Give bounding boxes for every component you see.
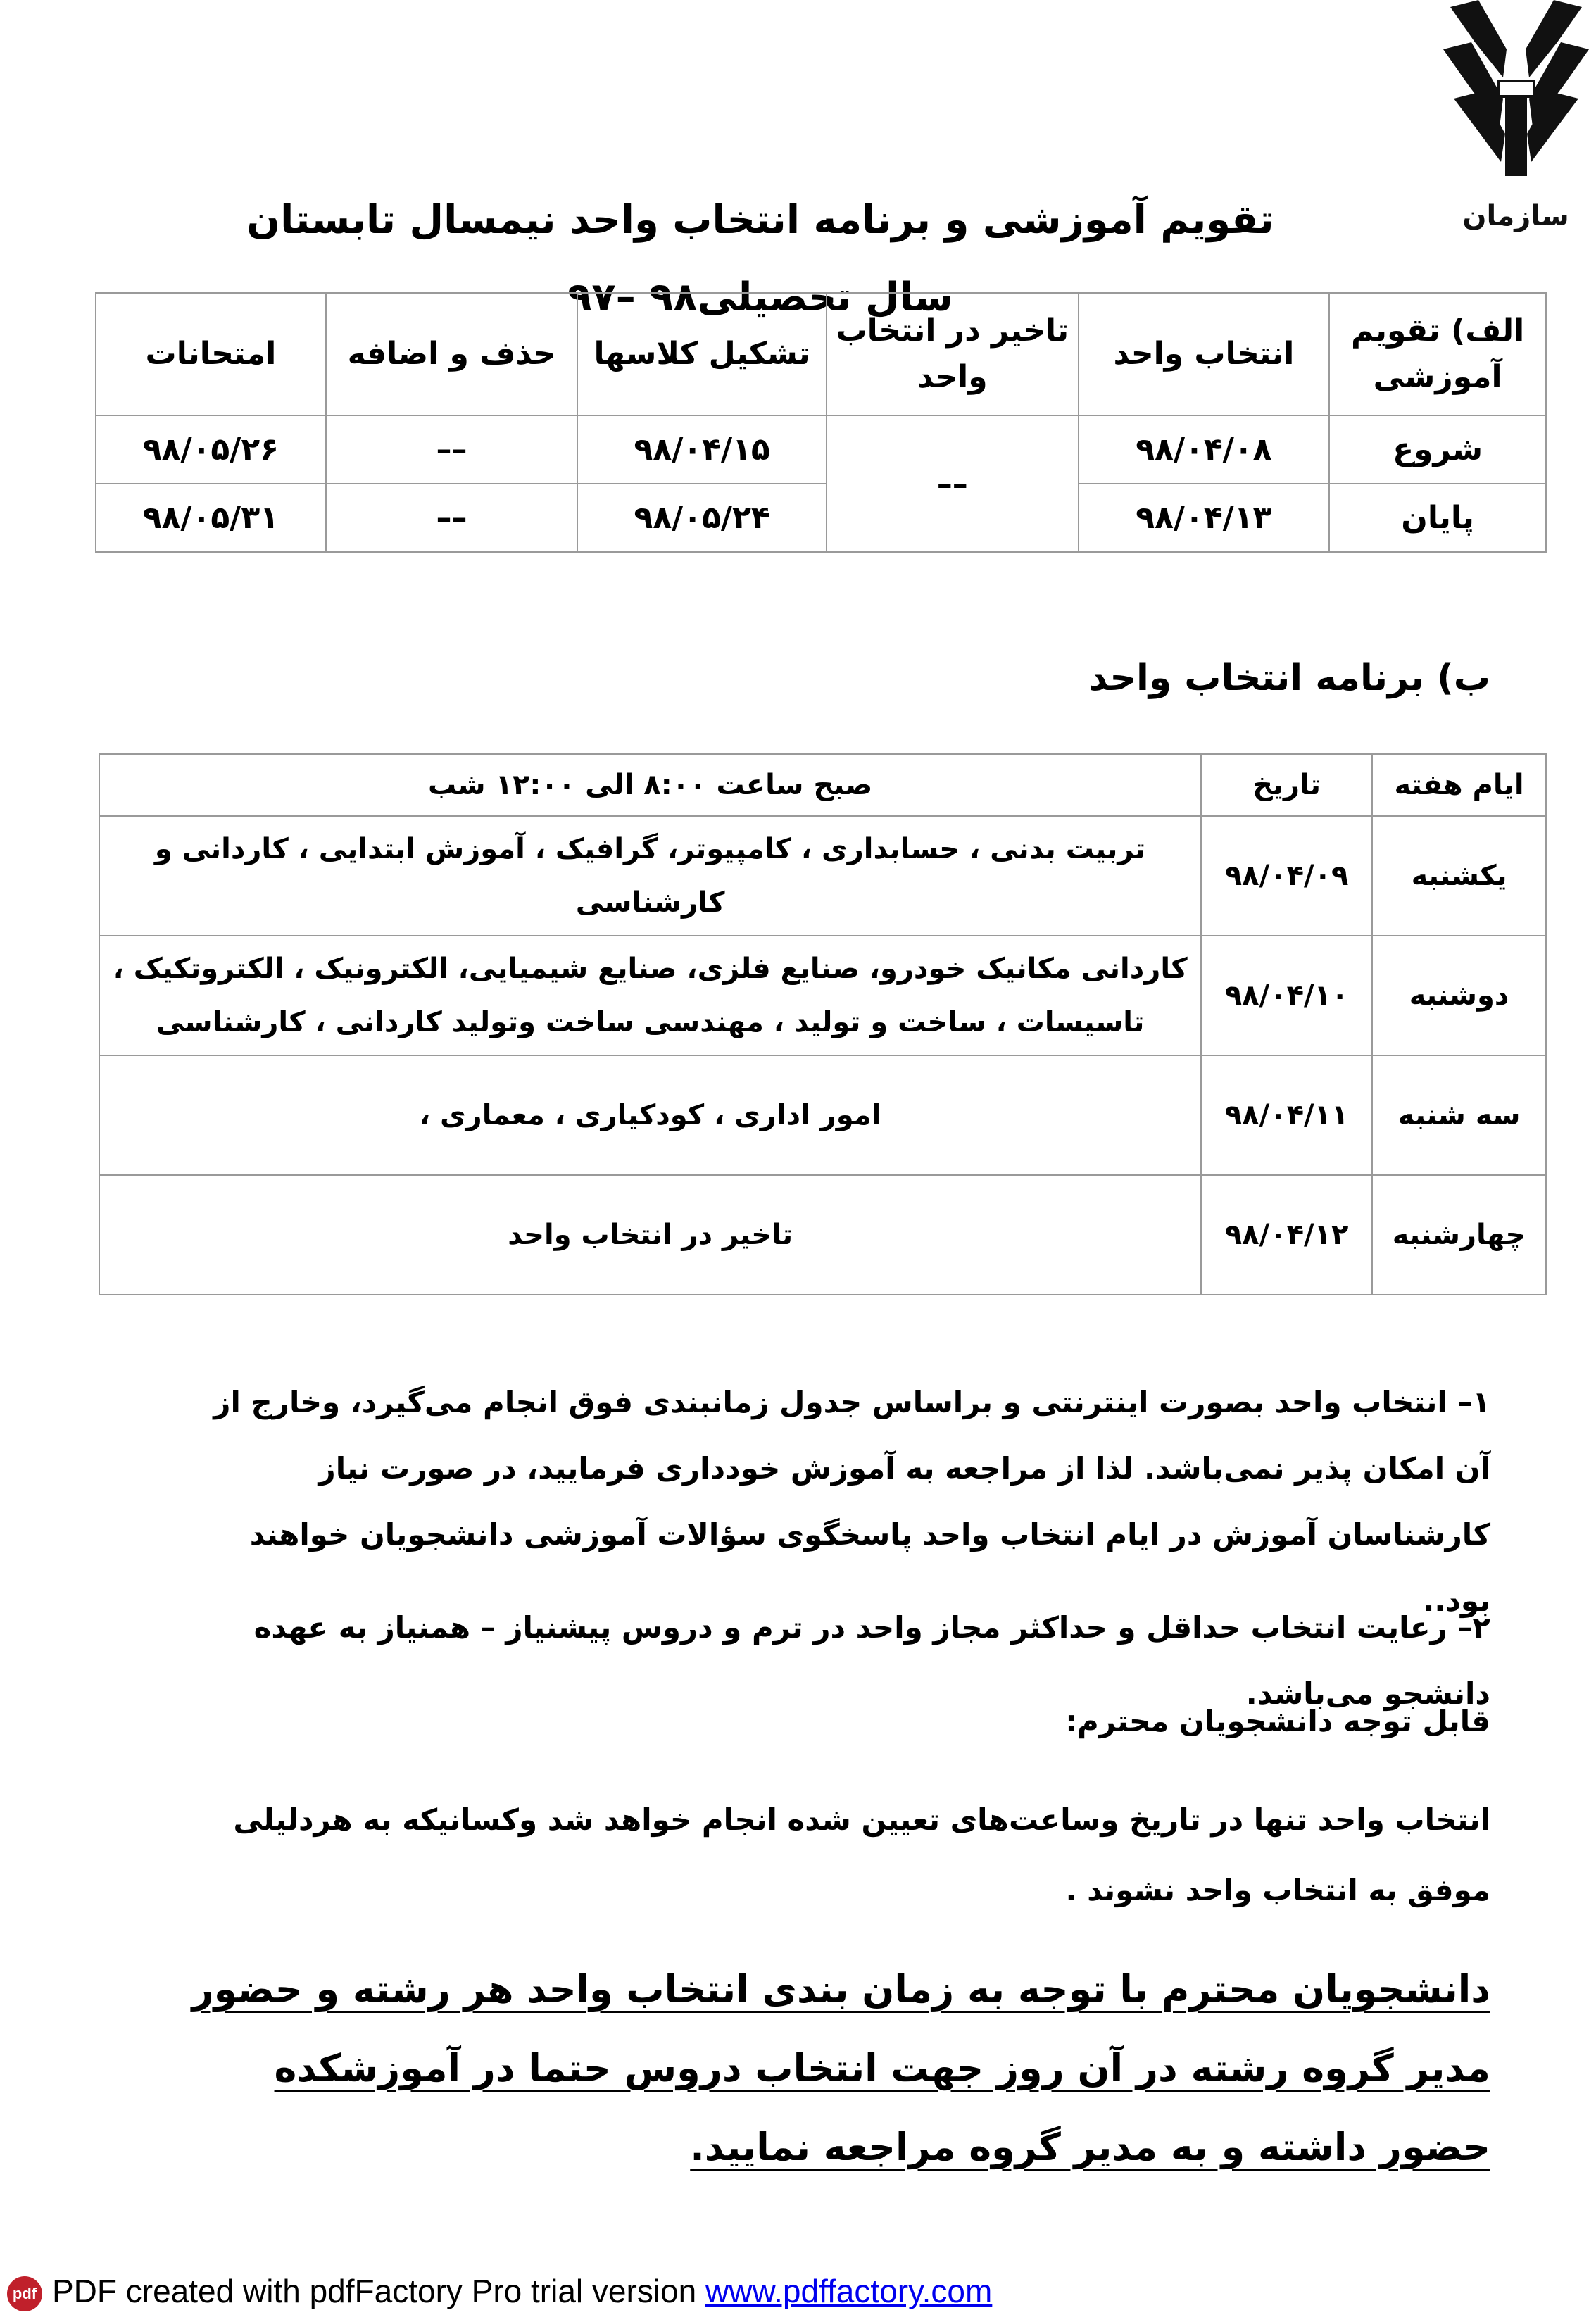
header-cell: ایام هفته: [1372, 754, 1546, 816]
header-cell: تشکیل کلاسها: [577, 293, 827, 415]
table-header-row: [96, 293, 1546, 415]
table-header-row: [99, 754, 1546, 816]
pdffactory-link[interactable]: www.pdffactory.com: [705, 2273, 993, 2309]
attention-heading: قابل توجه دانشجویان محترم:: [1065, 1704, 1490, 1738]
classes-date: ۹۸/۰۴/۱۵: [577, 415, 827, 484]
note-2: ۲– رعایت انتخاب حداقل و حداکثر مجاز واحد در ترم و دروس پیشنیاز – همنیاز به عهده دانشجو می‌باشد.: [253, 1610, 1490, 1711]
unit-selection-date: ۹۸/۰۴/۱۳: [1079, 484, 1330, 552]
date-cell: ۹۸/۰۴/۱۰: [1201, 936, 1372, 1055]
table-row: [99, 816, 1546, 936]
row-label: شروع: [1329, 415, 1546, 484]
exams-date: ۹۸/۰۵/۳۱: [96, 484, 326, 552]
note-4: دانشجویان محترم با توجه به زمان بندی انتخاب واحد هر رشته و حضور مدیر گروه رشته در آن روز جهت انتخاب دروس حتما در آموزشکده حضور داشته و به مدیر گروه مراجعه نمایید.: [191, 1967, 1490, 2169]
exams-date: ۹۸/۰۵/۲۶: [96, 415, 326, 484]
day-cell: چهارشنبه: [1372, 1175, 1546, 1295]
add-drop-date: ––: [326, 415, 578, 484]
row-label: پایان: [1329, 484, 1546, 552]
table-row: [99, 1175, 1546, 1295]
header-cell: تاریخ: [1201, 754, 1372, 816]
university-logo: [1436, 0, 1596, 253]
table-row: [96, 415, 1546, 484]
header-cell: امتحانات: [96, 293, 326, 415]
date-cell: ۹۸/۰۴/۱۲: [1201, 1175, 1372, 1295]
header-cell: تاخیر در انتخاب واحد: [827, 293, 1079, 415]
day-cell: یکشنبه: [1372, 816, 1546, 936]
note-1: ۱– انتخاب واحد بصورت اینترنتی و براساس جدول زمانبندی فوق انجام می‌گیرد، وخارج از آن امکان پذیر نمی‌باشد. لذا از مراجعه به آموزش خودداری فرمایید، در صورت نیاز کارشناسان آموزش در ایام انتخاب واحد پاسخگوی سؤالات آموزشی دانشجویان خواهند بود..: [213, 1385, 1490, 1618]
section-b-title: ب) برنامه انتخاب واحد: [1088, 657, 1490, 699]
day-cell: دوشنبه: [1372, 936, 1546, 1055]
table-row: [99, 1055, 1546, 1175]
academic-calendar-table: [95, 292, 1547, 553]
date-cell: ۹۸/۰۴/۰۹: [1201, 816, 1372, 936]
unit-selection-schedule-table: [99, 753, 1547, 1295]
fields-cell: کاردانی مکانیک خودرو، صنایع فلزی، صنایع شیمیایی، الکترونیک ، الکتروتکیک ، تاسیسات ، ساخت و تولید ، مهندسی ساخت وتولید کاردانی ، کارشناسی: [99, 936, 1201, 1055]
header-cell: انتخاب واحد: [1079, 293, 1330, 415]
pdf-footer: [0, 2260, 1197, 2322]
table-row: [96, 484, 1546, 552]
fields-cell: تربیت بدنی ، حسابداری ، کامپیوتر، گرافیک ، آموزش ابتدایی ، کاردانی و کارشناسی: [99, 816, 1201, 936]
unit-selection-date: ۹۸/۰۴/۰۸: [1079, 415, 1330, 484]
pdffactory-icon: pdf: [7, 2276, 42, 2311]
header-cell: صبح ساعت ۸:۰۰ الی ۱۲:۰۰ شب: [99, 754, 1201, 816]
header-cell: حذف و اضافه: [326, 293, 578, 415]
fields-cell: تاخیر در انتخاب واحد: [99, 1175, 1201, 1295]
footer-text: PDF created with pdfFactory Pro trial version: [52, 2273, 705, 2309]
table-row: [99, 936, 1546, 1055]
classes-date: ۹۸/۰۵/۲۴: [577, 484, 827, 552]
header-cell: الف) تقویم آموزشی: [1329, 293, 1546, 415]
note-3: انتخاب واحد تنها در تاریخ وساعت‌های تعیین شده انجام خواهد شد وکسانیکه به هردلیلی موفق به انتخاب واحد نشوند .: [233, 1802, 1490, 1907]
document-title: تقویم آموزشی و برنامه انتخاب واحد نیمسال تابستان سال تحصیلی۹۸ –۹۷: [246, 197, 1274, 320]
date-cell: ۹۸/۰۴/۱۱: [1201, 1055, 1372, 1175]
logo-caption: سازمان: [1462, 200, 1569, 232]
fields-cell: امور اداری ، کودکیاری ، معماری ،: [99, 1055, 1201, 1175]
add-drop-date: ––: [326, 484, 578, 552]
delay-cell: ––: [827, 415, 1079, 552]
day-cell: سه شنبه: [1372, 1055, 1546, 1175]
